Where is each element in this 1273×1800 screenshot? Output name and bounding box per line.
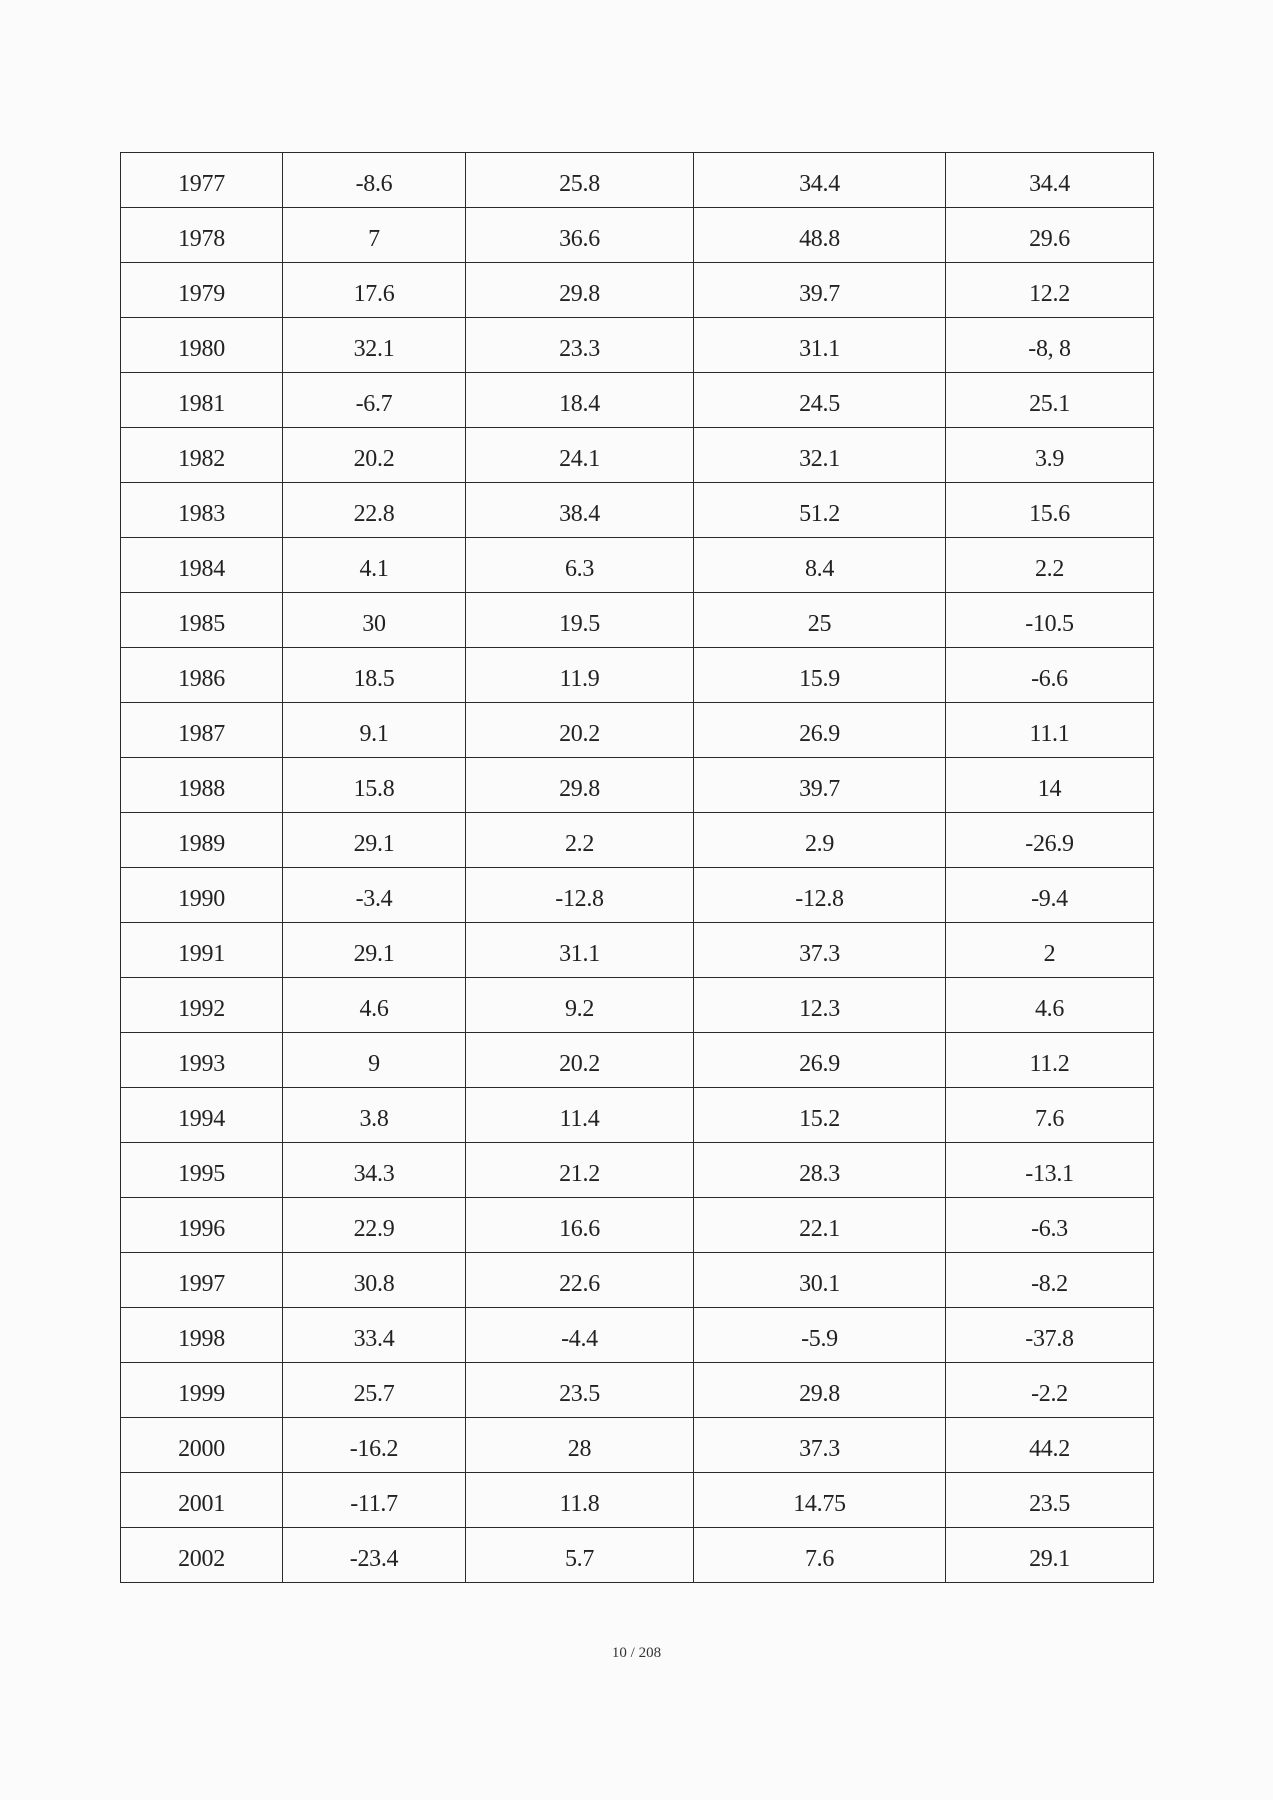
value-cell: 22.8 bbox=[283, 483, 466, 538]
value-cell: 18.5 bbox=[283, 648, 466, 703]
value-cell: 21.2 bbox=[466, 1143, 694, 1198]
table-row bbox=[121, 1363, 1154, 1418]
year-cell: 1995 bbox=[121, 1143, 283, 1198]
value-cell: 4.6 bbox=[283, 978, 466, 1033]
year-cell: 1998 bbox=[121, 1308, 283, 1363]
value-cell: 11.9 bbox=[466, 648, 694, 703]
value-cell: 39.7 bbox=[694, 758, 946, 813]
value-cell: 29.8 bbox=[466, 758, 694, 813]
table-row bbox=[121, 1418, 1154, 1473]
table-row bbox=[121, 428, 1154, 483]
value-cell: -10.5 bbox=[946, 593, 1154, 648]
table-row bbox=[121, 813, 1154, 868]
value-cell: 25.7 bbox=[283, 1363, 466, 1418]
value-cell: 2.9 bbox=[694, 813, 946, 868]
value-cell: -2.2 bbox=[946, 1363, 1154, 1418]
value-cell: 29.1 bbox=[283, 813, 466, 868]
value-cell: 22.1 bbox=[694, 1198, 946, 1253]
value-cell: 28.3 bbox=[694, 1143, 946, 1198]
value-cell: 23.3 bbox=[466, 318, 694, 373]
year-cell: 1990 bbox=[121, 868, 283, 923]
value-cell: 11.1 bbox=[946, 703, 1154, 758]
value-cell: -26.9 bbox=[946, 813, 1154, 868]
value-cell: 30.8 bbox=[283, 1253, 466, 1308]
value-cell: -12.8 bbox=[466, 868, 694, 923]
value-cell: 12.3 bbox=[694, 978, 946, 1033]
table-row bbox=[121, 153, 1154, 208]
value-cell: -12.8 bbox=[694, 868, 946, 923]
year-cell: 2002 bbox=[121, 1528, 283, 1583]
value-cell: 29.6 bbox=[946, 208, 1154, 263]
value-cell: 26.9 bbox=[694, 1033, 946, 1088]
value-cell: 22.6 bbox=[466, 1253, 694, 1308]
year-cell: 1994 bbox=[121, 1088, 283, 1143]
table-row bbox=[121, 1198, 1154, 1253]
value-cell: 36.6 bbox=[466, 208, 694, 263]
value-cell: 34.3 bbox=[283, 1143, 466, 1198]
table-row bbox=[121, 483, 1154, 538]
value-cell: -9.4 bbox=[946, 868, 1154, 923]
year-cell: 2001 bbox=[121, 1473, 283, 1528]
table-row bbox=[121, 1473, 1154, 1528]
value-cell: 30 bbox=[283, 593, 466, 648]
value-cell: 25.8 bbox=[466, 153, 694, 208]
year-cell: 1979 bbox=[121, 263, 283, 318]
value-cell: 15.9 bbox=[694, 648, 946, 703]
value-cell: 25 bbox=[694, 593, 946, 648]
year-cell: 1997 bbox=[121, 1253, 283, 1308]
value-cell: 14.75 bbox=[694, 1473, 946, 1528]
year-cell: 1983 bbox=[121, 483, 283, 538]
value-cell: 23.5 bbox=[946, 1473, 1154, 1528]
value-cell: 48.8 bbox=[694, 208, 946, 263]
value-cell: 20.2 bbox=[466, 1033, 694, 1088]
table-row bbox=[121, 318, 1154, 373]
value-cell: -8.2 bbox=[946, 1253, 1154, 1308]
value-cell: 11.2 bbox=[946, 1033, 1154, 1088]
value-cell: 24.5 bbox=[694, 373, 946, 428]
table-row bbox=[121, 703, 1154, 758]
value-cell: 34.4 bbox=[946, 153, 1154, 208]
value-cell: 5.7 bbox=[466, 1528, 694, 1583]
year-cell: 1991 bbox=[121, 923, 283, 978]
table-row bbox=[121, 373, 1154, 428]
year-cell: 1984 bbox=[121, 538, 283, 593]
value-cell: 15.6 bbox=[946, 483, 1154, 538]
value-cell: 18.4 bbox=[466, 373, 694, 428]
value-cell: 9 bbox=[283, 1033, 466, 1088]
table-row bbox=[121, 868, 1154, 923]
value-cell: -13.1 bbox=[946, 1143, 1154, 1198]
table-row bbox=[121, 1088, 1154, 1143]
year-cell: 1988 bbox=[121, 758, 283, 813]
year-cell: 1977 bbox=[121, 153, 283, 208]
value-cell: 30.1 bbox=[694, 1253, 946, 1308]
value-cell: 31.1 bbox=[694, 318, 946, 373]
table-row bbox=[121, 978, 1154, 1033]
data-table bbox=[120, 152, 1154, 1583]
value-cell: 6.3 bbox=[466, 538, 694, 593]
value-cell: 2.2 bbox=[466, 813, 694, 868]
value-cell: 3.8 bbox=[283, 1088, 466, 1143]
table-body bbox=[121, 153, 1154, 1583]
year-cell: 1986 bbox=[121, 648, 283, 703]
value-cell: 15.2 bbox=[694, 1088, 946, 1143]
value-cell: 31.1 bbox=[466, 923, 694, 978]
table-row bbox=[121, 758, 1154, 813]
value-cell: -8, 8 bbox=[946, 318, 1154, 373]
value-cell: 38.4 bbox=[466, 483, 694, 538]
value-cell: 32.1 bbox=[694, 428, 946, 483]
table-row bbox=[121, 208, 1154, 263]
value-cell: 19.5 bbox=[466, 593, 694, 648]
value-cell: 12.2 bbox=[946, 263, 1154, 318]
value-cell: 34.4 bbox=[694, 153, 946, 208]
value-cell: 37.3 bbox=[694, 923, 946, 978]
value-cell: 15.8 bbox=[283, 758, 466, 813]
table-row bbox=[121, 263, 1154, 318]
table-row bbox=[121, 1528, 1154, 1583]
value-cell: 28 bbox=[466, 1418, 694, 1473]
value-cell: 2 bbox=[946, 923, 1154, 978]
value-cell: 8.4 bbox=[694, 538, 946, 593]
value-cell: 7 bbox=[283, 208, 466, 263]
value-cell: 23.5 bbox=[466, 1363, 694, 1418]
value-cell: 29.8 bbox=[694, 1363, 946, 1418]
table-row bbox=[121, 1143, 1154, 1198]
value-cell: -3.4 bbox=[283, 868, 466, 923]
value-cell: 33.4 bbox=[283, 1308, 466, 1363]
value-cell: -6.7 bbox=[283, 373, 466, 428]
value-cell: 25.1 bbox=[946, 373, 1154, 428]
value-cell: -4.4 bbox=[466, 1308, 694, 1363]
value-cell: 11.4 bbox=[466, 1088, 694, 1143]
value-cell: 3.9 bbox=[946, 428, 1154, 483]
value-cell: -8.6 bbox=[283, 153, 466, 208]
year-cell: 1985 bbox=[121, 593, 283, 648]
value-cell: 16.6 bbox=[466, 1198, 694, 1253]
page-number: 10 / 208 bbox=[611, 1645, 662, 1661]
table-row bbox=[121, 648, 1154, 703]
value-cell: 2.2 bbox=[946, 538, 1154, 593]
value-cell: -6.3 bbox=[946, 1198, 1154, 1253]
value-cell: 24.1 bbox=[466, 428, 694, 483]
year-cell: 1987 bbox=[121, 703, 283, 758]
value-cell: 32.1 bbox=[283, 318, 466, 373]
value-cell: 20.2 bbox=[466, 703, 694, 758]
value-cell: -5.9 bbox=[694, 1308, 946, 1363]
value-cell: 29.1 bbox=[283, 923, 466, 978]
value-cell: 51.2 bbox=[694, 483, 946, 538]
value-cell: 37.3 bbox=[694, 1418, 946, 1473]
table-row bbox=[121, 923, 1154, 978]
year-cell: 1989 bbox=[121, 813, 283, 868]
year-cell: 1981 bbox=[121, 373, 283, 428]
value-cell: 29.8 bbox=[466, 263, 694, 318]
table-row bbox=[121, 538, 1154, 593]
year-cell: 1996 bbox=[121, 1198, 283, 1253]
value-cell: 7.6 bbox=[946, 1088, 1154, 1143]
value-cell: 4.6 bbox=[946, 978, 1154, 1033]
year-cell: 1980 bbox=[121, 318, 283, 373]
value-cell: -11.7 bbox=[283, 1473, 466, 1528]
year-cell: 1982 bbox=[121, 428, 283, 483]
table-row bbox=[121, 1033, 1154, 1088]
value-cell: -6.6 bbox=[946, 648, 1154, 703]
value-cell: 4.1 bbox=[283, 538, 466, 593]
value-cell: 26.9 bbox=[694, 703, 946, 758]
value-cell: 29.1 bbox=[946, 1528, 1154, 1583]
value-cell: 22.9 bbox=[283, 1198, 466, 1253]
table-row bbox=[121, 1253, 1154, 1308]
value-cell: -16.2 bbox=[283, 1418, 466, 1473]
year-cell: 1999 bbox=[121, 1363, 283, 1418]
year-cell: 1993 bbox=[121, 1033, 283, 1088]
value-cell: 44.2 bbox=[946, 1418, 1154, 1473]
value-cell: 20.2 bbox=[283, 428, 466, 483]
value-cell: 39.7 bbox=[694, 263, 946, 318]
value-cell: 11.8 bbox=[466, 1473, 694, 1528]
year-cell: 1992 bbox=[121, 978, 283, 1033]
value-cell: 9.2 bbox=[466, 978, 694, 1033]
year-cell: 1978 bbox=[121, 208, 283, 263]
year-cell: 2000 bbox=[121, 1418, 283, 1473]
value-cell: 9.1 bbox=[283, 703, 466, 758]
table-row bbox=[121, 1308, 1154, 1363]
value-cell: 14 bbox=[946, 758, 1154, 813]
table-row bbox=[121, 593, 1154, 648]
value-cell: -37.8 bbox=[946, 1308, 1154, 1363]
value-cell: 17.6 bbox=[283, 263, 466, 318]
value-cell: 7.6 bbox=[694, 1528, 946, 1583]
value-cell: -23.4 bbox=[283, 1528, 466, 1583]
